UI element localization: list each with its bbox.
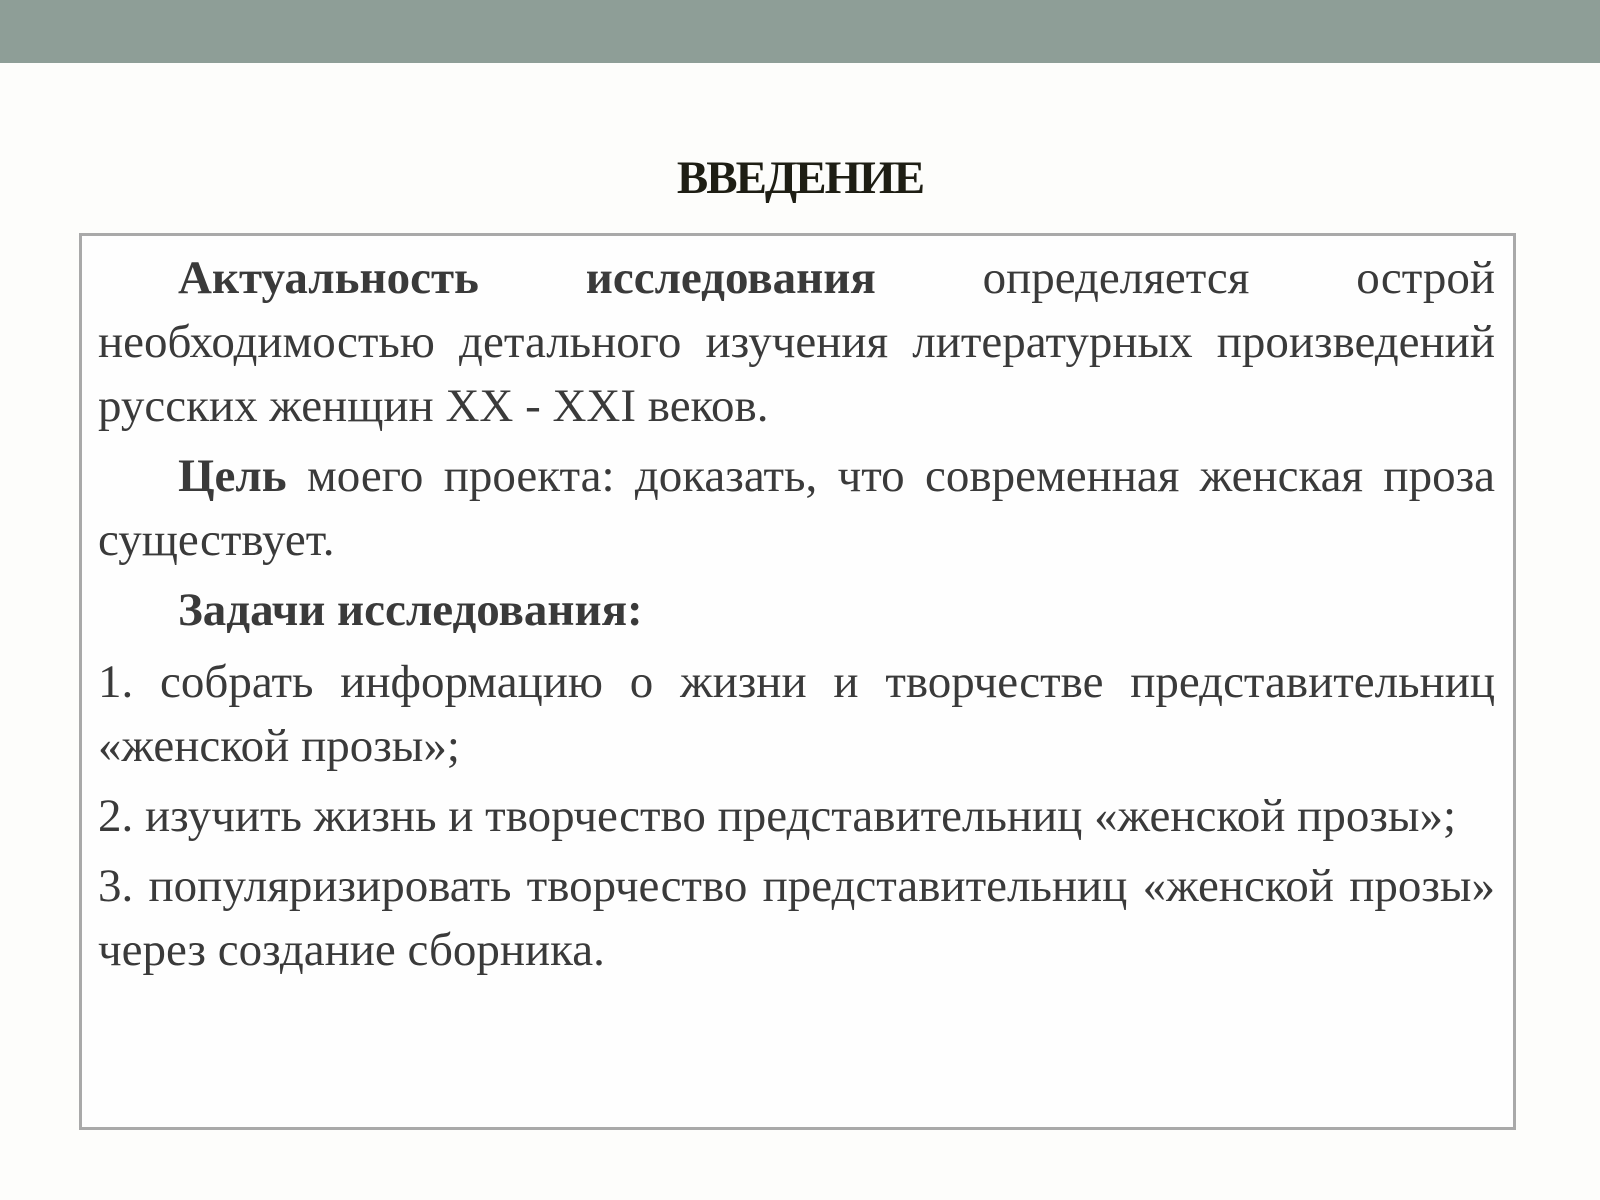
tasks-heading: Задачи исследования: — [178, 584, 643, 636]
goal-label: Цель — [178, 450, 287, 502]
goal-text: моего проекта: доказать, что современная женская проза существует. — [98, 450, 1495, 566]
top-decorative-bar — [0, 0, 1600, 63]
task-item-1: 1. собрать информацию о жизни и творчестве представительниц «женской прозы»; — [98, 656, 1495, 772]
goal-paragraph — [98, 444, 1495, 572]
relevance-paragraph — [98, 246, 1495, 438]
task-item-2: 2. изучить жизнь и творчество представительниц «женской прозы»; — [98, 790, 1457, 842]
content-box — [79, 233, 1516, 1130]
relevance-text: определяется острой необходимостью детального изучения литературных произведений русских женщин XX - XXI веков. — [98, 252, 1495, 432]
slide-title: ВВЕДЕНИЕ — [676, 152, 924, 204]
relevance-label: Актуальность исследования — [178, 252, 876, 304]
task-item-3: 3. популяризировать творчество представительниц «женской прозы» через создание сборника. — [98, 860, 1495, 976]
